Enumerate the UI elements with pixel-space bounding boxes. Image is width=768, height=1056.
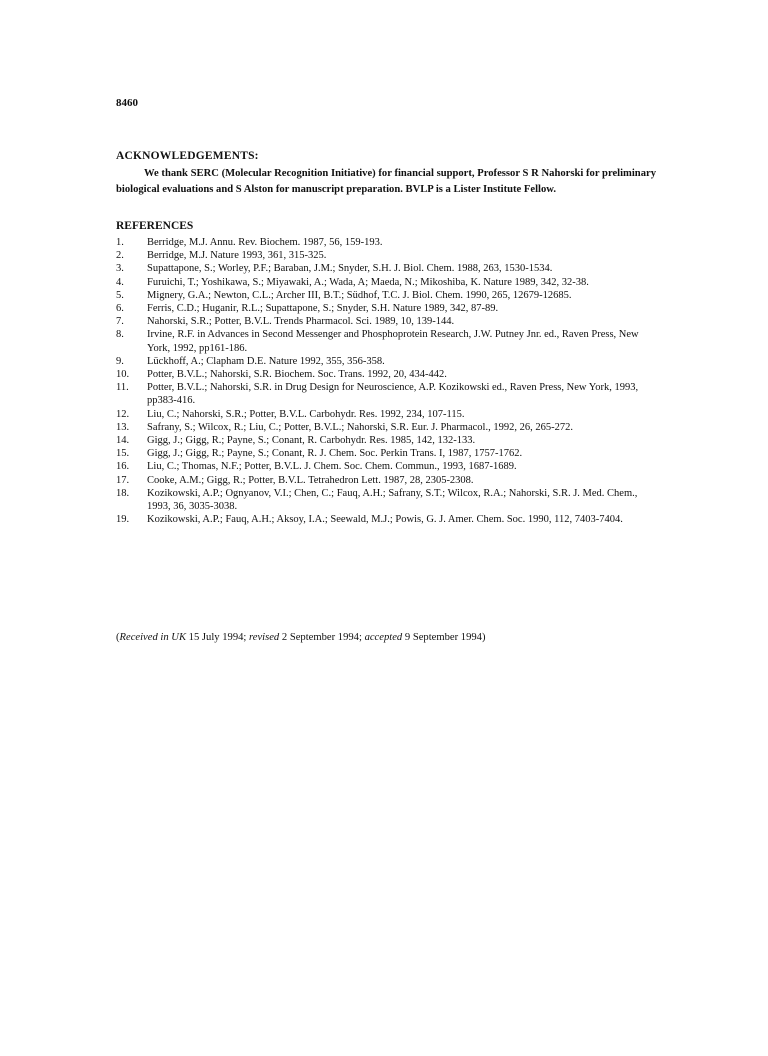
accepted-label: accepted [364,632,403,643]
received-label: Received in UK [119,632,187,643]
reference-text: Berridge, M.J. Nature 1993, 361, 315-325. [147,250,327,262]
accepted-date: 9 September 1994 [404,632,482,643]
reference-item [116,328,662,354]
received-dates: (Received in UK 15 July 1994; revised 2 September 1994; accepted 9 September 1994) [116,632,486,643]
reference-number: 10. [116,369,130,381]
reference-number: 8. [116,329,124,341]
reference-number: 6. [116,303,124,315]
reference-text: Gigg, J.; Gigg, R.; Payne, S.; Conant, R. J. Chem. Soc. Perkin Trans. I, 1987, 1757-1762. [147,448,523,460]
reference-item [116,289,662,302]
reference-text: Cooke, A.M.; Gigg, R.; Potter, B.V.L. Tetrahedron Lett. 1987, 28, 2305-2308. [147,474,474,486]
references-list [116,236,662,526]
reference-number: 3. [116,263,124,275]
reference-item [116,421,662,434]
reference-text: Lückhoff, A.; Clapham D.E. Nature 1992, 355, 356-358. [147,355,385,367]
reference-number: 4. [116,276,124,288]
reference-text: Ferris, C.D.; Huganir, R.L.; Supattapone, S.; Snyder, S.H. Nature 1989, 342, 87-89. [147,303,499,315]
reference-item [116,262,662,275]
reference-item [116,368,662,381]
reference-number: 9. [116,355,124,367]
reference-number: 13. [116,421,130,433]
reference-item [116,302,662,315]
acknowledgements-heading: ACKNOWLEDGEMENTS: [116,150,259,162]
reference-text: Mignery, G.A.; Newton, C.L.; Archer III, B.T.; Südhof, T.C. J. Biol. Chem. 1990, 265, 12679-12685. [147,289,572,301]
reference-number: 1. [116,237,124,248]
reference-item [116,408,662,421]
reference-item [116,236,662,249]
reference-item [116,460,662,473]
reference-text: Safrany, S.; Wilcox, R.; Liu, C.; Potter, B.V.L.; Nahorski, S.R. Eur. J. Pharmacol., 1992, 26, 265-272. [147,421,573,433]
reference-number: 5. [116,289,124,301]
reference-text: Liu, C.; Thomas, N.F.; Potter, B.V.L. J. Chem. Soc. Chem. Commun., 1993, 1687-1689. [147,461,517,473]
reference-item [116,249,662,262]
reference-text: Kozikowski, A.P.; Fauq, A.H.; Aksoy, I.A.; Seewald, M.J.; Powis, G. J. Amer. Chem. Soc. 1990, 112, 7403-7404. [147,514,623,526]
reference-text: Gigg, J.; Gigg, R.; Payne, S.; Conant, R. Carbohydr. Res. 1985, 142, 132-133. [147,435,476,447]
page-number: 8460 [116,97,138,109]
received-date: 15 July 1994; [188,632,247,643]
reference-number: 16. [116,461,130,473]
reference-text: Potter, B.V.L.; Nahorski, S.R. Biochem. Soc. Trans. 1992, 20, 434-442. [147,369,447,381]
reference-item [116,434,662,447]
reference-text: Kozikowski, A.P.; Ognyanov, V.I.; Chen, C.; Fauq, A.H.; Safrany, S.T.; Wilcox, R.A.; Nahorski, S.R. J. Med. Chem., 1993, 36, 3035-3038. [147,487,638,513]
reference-text: Liu, C.; Nahorski, S.R.; Potter, B.V.L. Carbohydr. Res. 1992, 234, 107-115. [147,408,465,420]
reference-text: Potter, B.V.L.; Nahorski, S.R. in Drug Design for Neuroscience, A.P. Kozikowski ed., Raven Press, New York, 1993, pp383-416. [147,382,639,407]
references-heading: REFERENCES [116,220,194,232]
reference-number: 12. [116,408,130,420]
revised-label: revised [249,632,280,643]
reference-number: 14. [116,435,130,447]
reference-item [116,474,662,487]
reference-text: Irvine, R.F. in Advances in Second Messenger and Phosphoprotein Research, J.W. Putney Jnr. ed., Raven Press, New York, 1992, pp161-186. [147,329,639,354]
reference-item [116,487,662,513]
reference-text: Furuichi, T.; Yoshikawa, S.; Miyawaki, A.; Wada, A; Maeda, N.; Mikoshiba, K. Nature 1989, 342, 32-38. [147,276,589,288]
reference-number: 15. [116,448,130,460]
reference-number: 17. [116,474,130,486]
reference-item [116,355,662,368]
reference-item [116,513,662,526]
reference-number: 19. [116,514,130,526]
reference-item [116,276,662,289]
reference-number: 2. [116,250,124,262]
reference-text: Berridge, M.J. Annu. Rev. Biochem. 1987, 56, 159-193. [147,237,383,248]
reference-text: Nahorski, S.R.; Potter, B.V.L. Trends Pharmacol. Sci. 1989, 10, 139-144. [147,316,455,328]
reference-number: 18. [116,487,130,499]
reference-item [116,315,662,328]
reference-text: Supattapone, S.; Worley, P.F.; Baraban, J.M.; Snyder, S.H. J. Biol. Chem. 1988, 263, 1530-1534. [147,263,553,275]
reference-number: 11. [116,382,129,394]
acknowledgements-text: We thank SERC (Molecular Recognition Initiative) for financial support, Professor S R Nahorski for preliminary biological evaluations and S Alston for manuscript preparation. BVLP is a Lister Institute Fellow. [116,168,656,195]
revised-date: 2 September 1994; [281,632,362,643]
reference-item [116,381,662,407]
reference-number: 7. [116,316,124,328]
reference-item [116,447,662,460]
